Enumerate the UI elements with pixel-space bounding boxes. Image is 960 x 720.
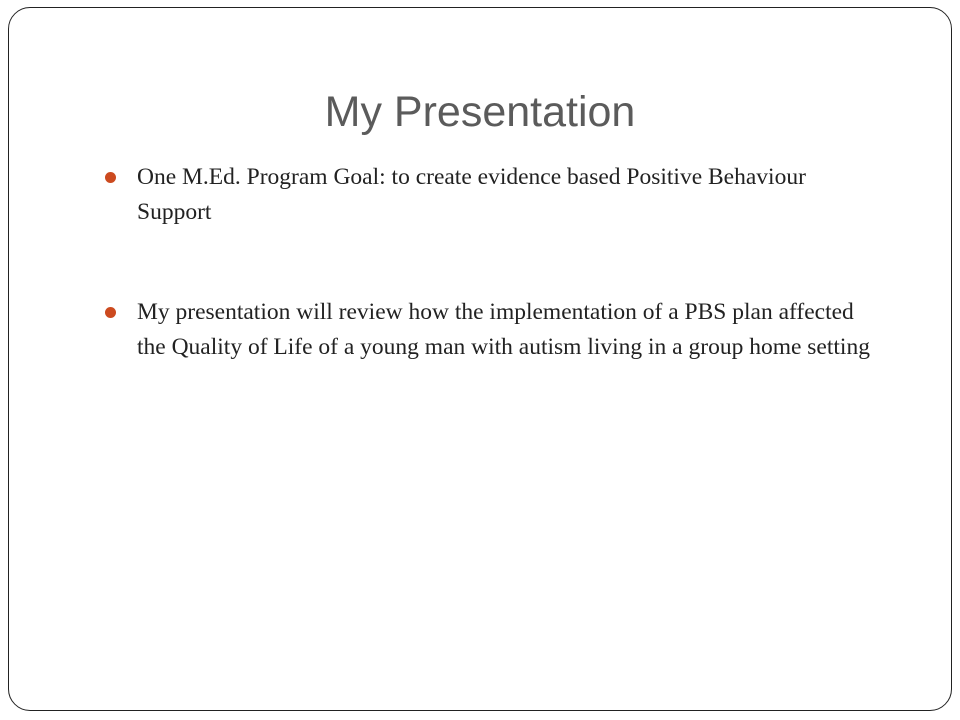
bullet-dot-icon [105, 307, 116, 318]
bullet-text: One M.Ed. Program Goal: to create evidence based Positive Behaviour Support [137, 164, 806, 225]
bullet-text: My presentation will review how the implementation of a PBS plan affected the Quality of Life of a young man with autism living in a group home setting [137, 299, 870, 360]
bullet-item [105, 160, 885, 230]
bullet-dot-icon [105, 172, 116, 183]
bullet-item [105, 295, 885, 365]
slide-title: My Presentation [324, 88, 636, 136]
bullet-list [105, 160, 885, 365]
